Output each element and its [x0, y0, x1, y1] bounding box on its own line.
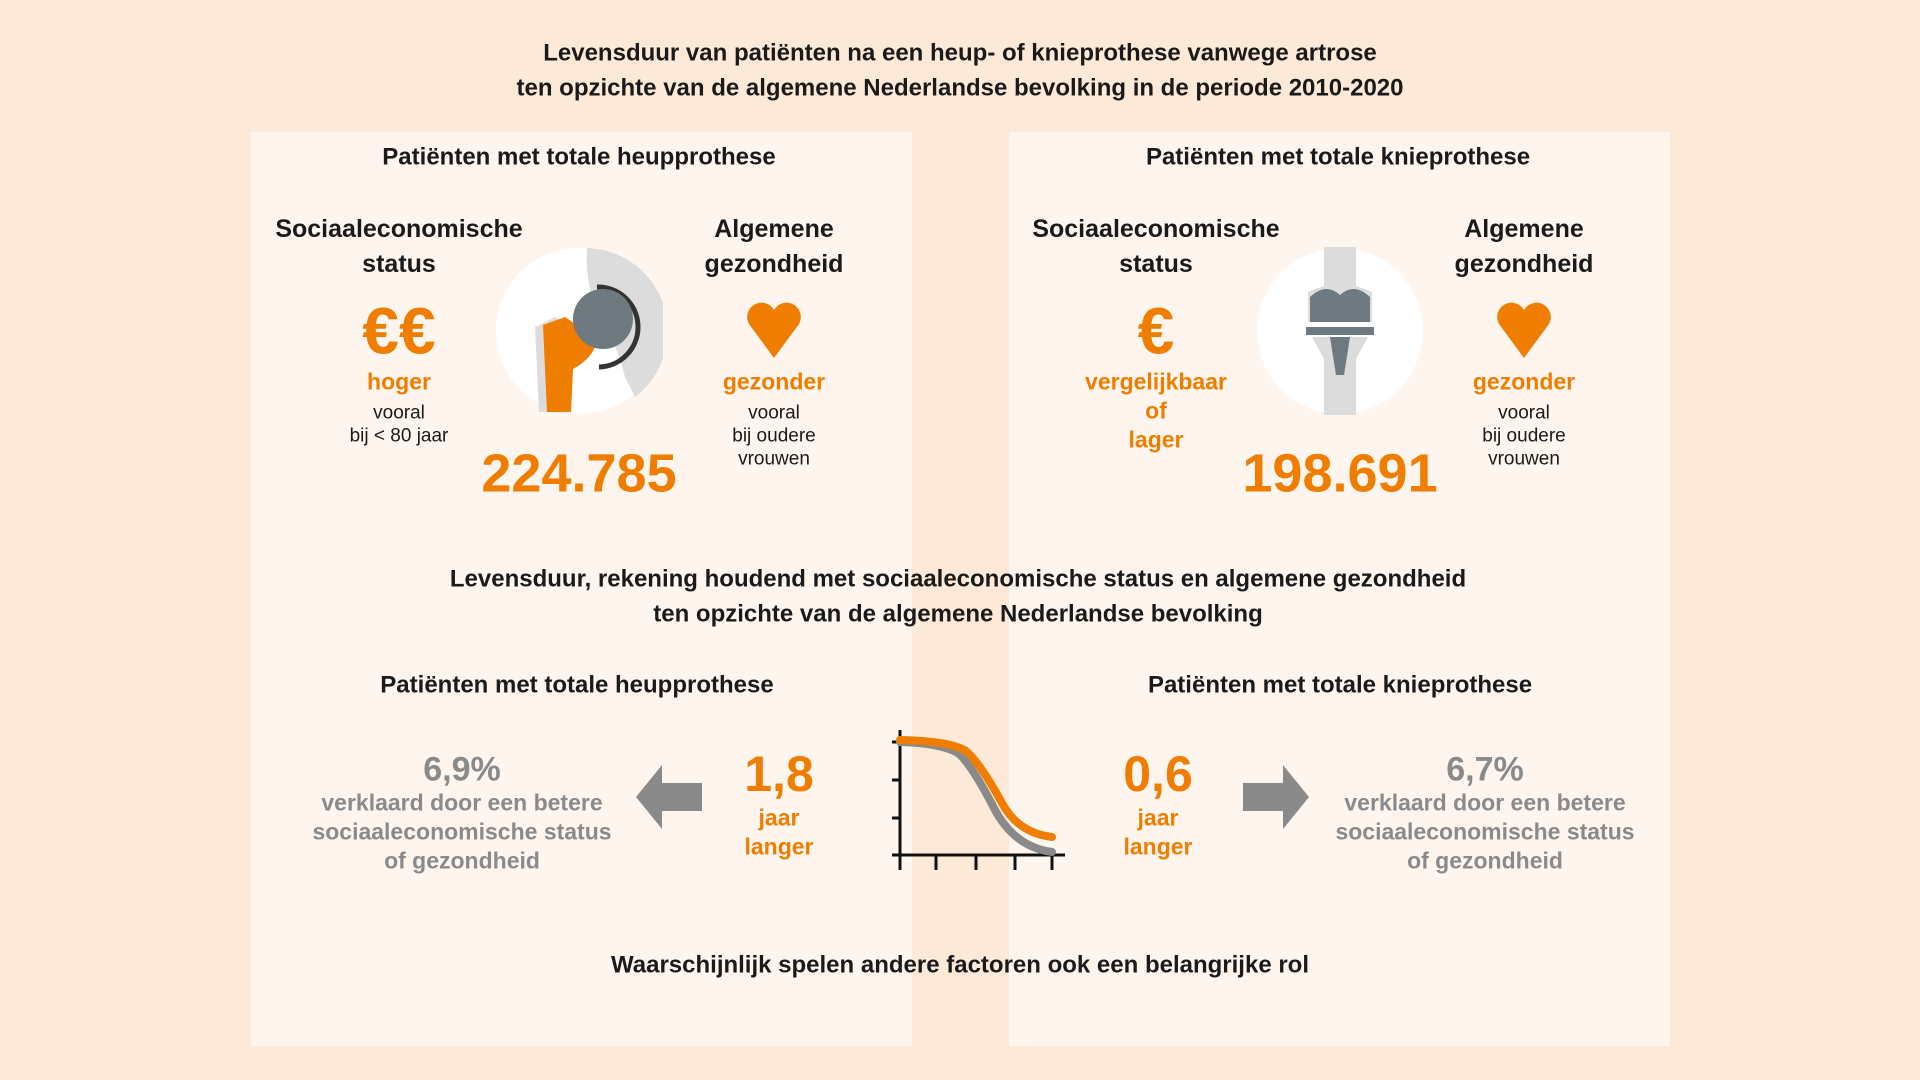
knee-result-years-unit: jaar: [1137, 804, 1179, 831]
euro-icon: €: [1137, 293, 1175, 368]
hip-health-note-3: vrouwen: [738, 448, 810, 470]
hip-ses-label-1: Sociaaleconomische: [275, 215, 523, 243]
knee-ses-label-2: status: [1119, 250, 1193, 278]
hip-result-expl-2: sociaaleconomische status: [312, 818, 612, 845]
hip-health-label-2: gezondheid: [704, 250, 844, 278]
hip-result-expl-1: verklaard door een betere: [321, 789, 603, 816]
knee-result-heading: Patiënten met totale knieprothese: [1147, 671, 1533, 699]
hip-result-heading: Patiënten met totale heupprothese: [380, 671, 774, 699]
hip-health-value: gezonder: [722, 368, 826, 395]
middle-title-1: Levensduur, rekening houdend met sociaaleconomische status en algemene gezondheid: [449, 565, 1467, 593]
hip-result-years-longer: langer: [744, 833, 814, 860]
knee-ses-value-2: of: [1145, 397, 1167, 424]
title-line-1: Levensduur van patiënten na een heup- of knieprothese vanwege artrose: [543, 39, 1377, 67]
hip-ses-note-2: bij < 80 jaar: [349, 425, 449, 447]
hip-count: 224.785: [481, 443, 677, 504]
arrow-right-icon: [1243, 765, 1309, 829]
hip-heading: Patiënten met totale heupprothese: [382, 143, 776, 171]
middle-title-2: ten opzichte van de algemene Nederlandse bevolking: [653, 600, 1263, 628]
title-line-2: ten opzichte van de algemene Nederlandse bevolking in de periode 2010-2020: [516, 74, 1404, 102]
knee-result-years: 0,6: [1123, 746, 1193, 802]
knee-count: 198.691: [1242, 443, 1438, 504]
hip-health-note-2: bij oudere: [732, 425, 816, 447]
knee-ses-value-3: lager: [1128, 426, 1184, 453]
knee-health-note-1: vooral: [1498, 402, 1550, 424]
knee-health-value: gezonder: [1472, 368, 1576, 395]
hip-ses-note-1: vooral: [373, 402, 425, 424]
euro-icon: €€: [362, 293, 436, 368]
hip-result-years: 1,8: [744, 746, 814, 802]
knee-health-label-2: gezondheid: [1454, 250, 1594, 278]
arrow-left-icon: [636, 765, 702, 829]
knee-health-label-1: Algemene: [1464, 215, 1584, 243]
hip-ses-value: hoger: [367, 368, 431, 395]
hip-ses-label-2: status: [362, 250, 436, 278]
knee-result-expl-1: verklaard door een betere: [1344, 789, 1626, 816]
knee-heading: Patiënten met totale knieprothese: [1145, 143, 1531, 171]
footer-note: Waarschijnlijk spelen andere factoren ook een belangrijke rol: [610, 951, 1310, 979]
survival-curve-icon: [880, 725, 1070, 875]
hip-result-expl-3: of gezondheid: [384, 847, 540, 874]
knee-result-years-longer: langer: [1123, 833, 1193, 860]
knee-health-note-2: bij oudere: [1482, 425, 1566, 447]
knee-result-expl-3: of gezondheid: [1407, 847, 1563, 874]
hip-joint-icon: [495, 247, 663, 415]
hip-health-label-1: Algemene: [714, 215, 834, 243]
heart-icon: [1495, 300, 1553, 360]
knee-ses-label-1: Sociaaleconomische: [1032, 215, 1280, 243]
hip-result-years-unit: jaar: [758, 804, 800, 831]
knee-result-expl-2: sociaaleconomische status: [1335, 818, 1635, 845]
knee-result-percent: 6,7%: [1446, 750, 1524, 789]
knee-ses-value-1: vergelijkbaar: [1085, 368, 1227, 395]
hip-health-note-1: vooral: [748, 402, 800, 424]
hip-result-percent: 6,9%: [423, 750, 501, 789]
knee-joint-icon: [1256, 247, 1424, 415]
heart-icon: [745, 300, 803, 360]
knee-health-note-3: vrouwen: [1488, 448, 1560, 470]
